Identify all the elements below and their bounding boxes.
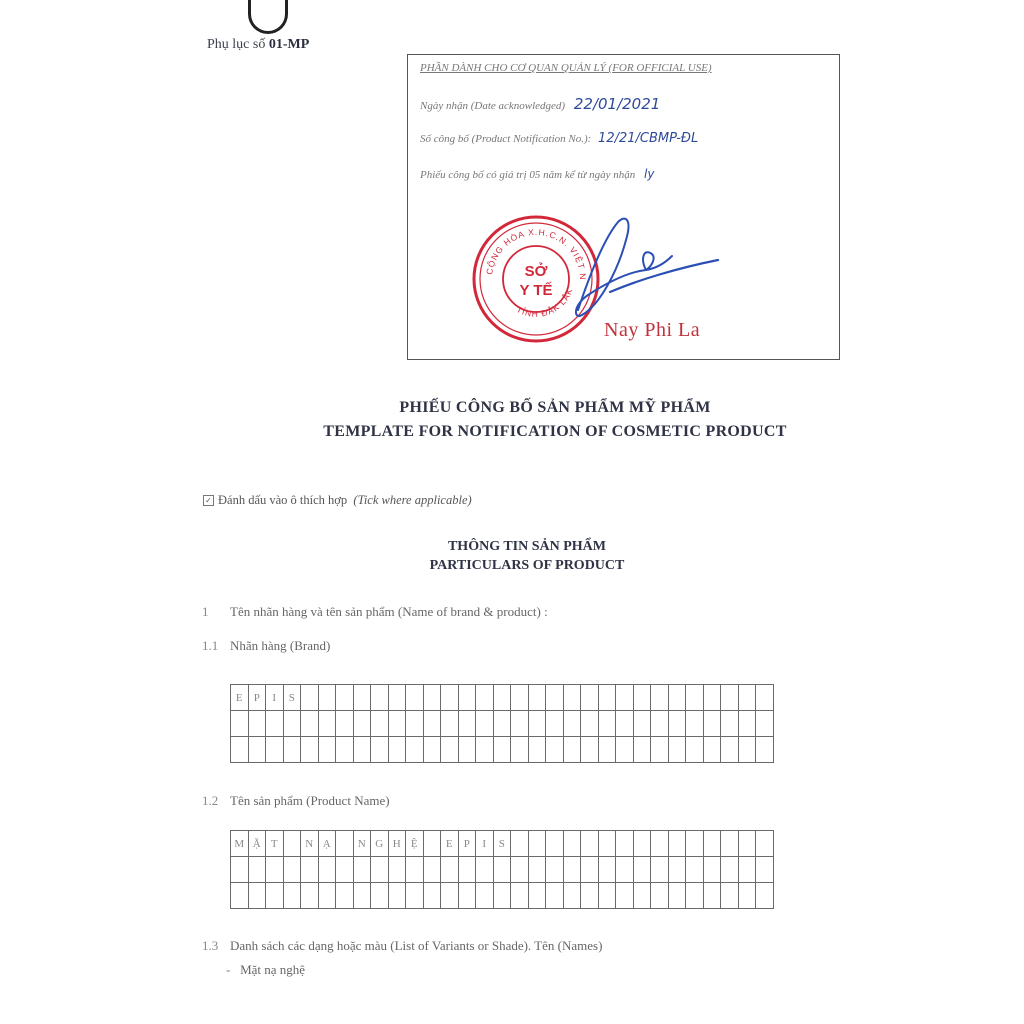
question-1-2-number: 1.2 xyxy=(202,793,219,808)
grid-cell xyxy=(703,685,721,711)
grid-cell xyxy=(528,857,546,883)
grid-cell xyxy=(493,711,511,737)
grid-cell xyxy=(476,711,494,737)
tick-instruction-en: (Tick where applicable) xyxy=(353,493,472,507)
grid-cell: M xyxy=(231,831,249,857)
grid-cell xyxy=(476,737,494,763)
grid-cell xyxy=(598,831,616,857)
question-1 xyxy=(202,604,548,620)
question-1-2 xyxy=(202,793,390,809)
grid-cell xyxy=(633,831,651,857)
grid-cell xyxy=(511,831,529,857)
grid-row xyxy=(231,857,774,883)
grid-cell: Ạ xyxy=(318,831,336,857)
appendix-code: 01-MP xyxy=(268,37,310,52)
grid-cell xyxy=(441,685,459,711)
grid-cell xyxy=(738,711,756,737)
grid-cell xyxy=(283,711,301,737)
grid-cell xyxy=(738,737,756,763)
grid-cell xyxy=(703,711,721,737)
grid-cell xyxy=(318,857,336,883)
grid-cell xyxy=(283,831,301,857)
question-1-3 xyxy=(202,938,602,954)
question-1-2-text: Tên sản phẩm (Product Name) xyxy=(230,793,390,808)
grid-cell xyxy=(423,711,441,737)
grid-cell xyxy=(441,711,459,737)
grid-cell xyxy=(283,883,301,909)
grid-cell xyxy=(266,711,284,737)
grid-cell xyxy=(633,857,651,883)
grid-cell xyxy=(686,737,704,763)
grid-cell: Ệ xyxy=(406,831,424,857)
grid-cell xyxy=(528,711,546,737)
grid-cell xyxy=(336,883,354,909)
grid-cell xyxy=(668,685,686,711)
grid-cell: I xyxy=(476,831,494,857)
grid-cell xyxy=(423,857,441,883)
grid-cell xyxy=(738,831,756,857)
grid-cell xyxy=(668,857,686,883)
grid-cell: N xyxy=(301,831,319,857)
grid-cell xyxy=(581,711,599,737)
grid-cell xyxy=(528,883,546,909)
grid-cell: G xyxy=(371,831,389,857)
grid-cell xyxy=(756,685,774,711)
handwritten-signature xyxy=(548,210,728,325)
grid-cell xyxy=(318,737,336,763)
question-1-3-text: Danh sách các dạng hoặc màu (List of Variants or Shade). Tên (Names) xyxy=(230,938,603,953)
grid-cell xyxy=(581,883,599,909)
grid-cell xyxy=(598,883,616,909)
seal-line-2: Y TẾ xyxy=(519,282,553,299)
grid-cell xyxy=(353,857,371,883)
question-1-text: Tên nhãn hàng và tên sản phẩm (Name of brand & product) : xyxy=(230,604,548,619)
grid-cell xyxy=(528,737,546,763)
paper-clip xyxy=(248,0,288,34)
grid-cell xyxy=(371,737,389,763)
grid-cell xyxy=(511,711,529,737)
grid-cell xyxy=(301,857,319,883)
grid-cell xyxy=(703,857,721,883)
grid-cell xyxy=(651,883,669,909)
grid-cell xyxy=(686,857,704,883)
grid-cell xyxy=(266,857,284,883)
grid-cell xyxy=(423,883,441,909)
grid-cell xyxy=(353,883,371,909)
variant-item xyxy=(226,962,305,978)
tick-instruction xyxy=(203,493,472,508)
grid-cell xyxy=(633,685,651,711)
grid-cell xyxy=(563,831,581,857)
grid-cell xyxy=(721,857,739,883)
grid-cell xyxy=(406,857,424,883)
grid-row xyxy=(231,737,774,763)
grid-cell xyxy=(493,685,511,711)
date-acknowledged-row xyxy=(420,95,660,113)
grid-cell xyxy=(336,685,354,711)
grid-cell xyxy=(616,711,634,737)
grid-cell xyxy=(406,883,424,909)
grid-cell xyxy=(756,737,774,763)
grid-row xyxy=(231,831,774,857)
grid-cell xyxy=(756,883,774,909)
grid-cell xyxy=(458,857,476,883)
grid-cell xyxy=(248,883,266,909)
grid-cell xyxy=(738,685,756,711)
grid-cell xyxy=(581,685,599,711)
variant-bullet: - xyxy=(226,962,231,977)
appendix-label xyxy=(207,37,309,53)
grid-cell: P xyxy=(248,685,266,711)
grid-cell xyxy=(493,737,511,763)
grid-cell xyxy=(388,711,406,737)
section-title-english: PARTICULARS OF PRODUCT xyxy=(429,558,625,573)
grid-cell xyxy=(266,737,284,763)
grid-cell xyxy=(353,737,371,763)
date-acknowledged-label: Ngày nhận (Date acknowledged) xyxy=(420,100,566,112)
grid-cell xyxy=(248,711,266,737)
grid-cell xyxy=(546,711,564,737)
grid-cell xyxy=(423,685,441,711)
grid-cell xyxy=(248,737,266,763)
grid-cell xyxy=(721,711,739,737)
grid-cell xyxy=(598,711,616,737)
grid-cell xyxy=(598,737,616,763)
grid-cell xyxy=(388,857,406,883)
grid-cell xyxy=(668,737,686,763)
grid-cell xyxy=(406,711,424,737)
grid-cell xyxy=(458,711,476,737)
grid-cell xyxy=(511,685,529,711)
grid-cell xyxy=(721,883,739,909)
grid-cell xyxy=(563,883,581,909)
grid-cell: S xyxy=(283,685,301,711)
date-acknowledged-value: 22/01/2021 xyxy=(573,95,661,113)
grid-cell: S xyxy=(493,831,511,857)
grid-cell xyxy=(756,857,774,883)
grid-cell xyxy=(546,831,564,857)
question-1-1-text: Nhãn hàng (Brand) xyxy=(230,638,331,653)
validity-row xyxy=(420,167,654,181)
grid-cell xyxy=(336,711,354,737)
grid-cell xyxy=(371,711,389,737)
grid-cell: E xyxy=(441,831,459,857)
grid-cell xyxy=(406,685,424,711)
grid-cell xyxy=(668,831,686,857)
grid-cell xyxy=(441,857,459,883)
validity-label: Phiếu công bố có giá trị 05 năm kể từ ngày nhận xyxy=(420,169,636,181)
section-title-vietnamese: THÔNG TIN SẢN PHẨM xyxy=(447,539,607,554)
grid-cell xyxy=(581,857,599,883)
grid-cell xyxy=(388,685,406,711)
grid-cell xyxy=(616,883,634,909)
grid-cell xyxy=(493,857,511,883)
grid-cell xyxy=(756,711,774,737)
grid-cell xyxy=(651,831,669,857)
form-title-vietnamese: PHIẾU CÔNG BỐ SẢN PHẨM MỸ PHẨM xyxy=(399,399,711,416)
grid-cell xyxy=(231,883,249,909)
grid-cell xyxy=(476,685,494,711)
grid-cell xyxy=(353,711,371,737)
grid-cell xyxy=(528,831,546,857)
grid-cell xyxy=(336,857,354,883)
grid-cell: N xyxy=(353,831,371,857)
checked-box-icon: ✓ xyxy=(203,495,214,506)
grid-cell xyxy=(721,685,739,711)
grid-row xyxy=(231,883,774,909)
grid-cell xyxy=(441,883,459,909)
grid-cell xyxy=(476,857,494,883)
grid-row xyxy=(231,685,774,711)
grid-cell: E xyxy=(231,685,249,711)
grid-row xyxy=(231,711,774,737)
seal-outer-text: CỘNG HÒA X.H.C.N. VIỆT N xyxy=(484,226,589,281)
official-use-header: PHẦN DÀNH CHO CƠ QUAN QUẢN LÝ (FOR OFFICIAL USE) xyxy=(420,62,712,74)
grid-cell xyxy=(318,685,336,711)
grid-cell xyxy=(458,685,476,711)
grid-cell: Ặ xyxy=(248,831,266,857)
grid-cell xyxy=(616,857,634,883)
product-name-letter-grid xyxy=(230,830,774,909)
grid-cell xyxy=(371,883,389,909)
grid-cell xyxy=(336,831,354,857)
grid-cell xyxy=(546,737,564,763)
grid-cell xyxy=(423,831,441,857)
grid-cell xyxy=(616,831,634,857)
grid-cell xyxy=(423,737,441,763)
grid-cell xyxy=(633,883,651,909)
question-1-1 xyxy=(202,638,330,654)
grid-cell xyxy=(703,737,721,763)
grid-cell xyxy=(493,883,511,909)
grid-cell xyxy=(511,883,529,909)
grid-cell xyxy=(458,883,476,909)
grid-cell xyxy=(476,883,494,909)
grid-cell xyxy=(563,737,581,763)
grid-cell xyxy=(458,737,476,763)
validity-mark: ly xyxy=(644,167,655,181)
question-1-3-number: 1.3 xyxy=(202,938,219,953)
grid-cell xyxy=(301,685,319,711)
grid-cell xyxy=(721,831,739,857)
grid-cell xyxy=(703,831,721,857)
grid-cell xyxy=(406,737,424,763)
grid-cell xyxy=(231,737,249,763)
grid-cell xyxy=(388,883,406,909)
grid-cell xyxy=(318,883,336,909)
grid-cell xyxy=(336,737,354,763)
notification-number-label: Số công bố (Product Notification No.): xyxy=(420,133,592,145)
grid-cell xyxy=(511,737,529,763)
grid-cell xyxy=(686,711,704,737)
official-use-box xyxy=(407,54,840,360)
grid-cell xyxy=(563,857,581,883)
grid-cell xyxy=(581,831,599,857)
grid-cell xyxy=(686,883,704,909)
grid-cell xyxy=(616,737,634,763)
grid-cell xyxy=(283,857,301,883)
grid-cell: I xyxy=(266,685,284,711)
grid-cell xyxy=(686,831,704,857)
tick-instruction-vn: Đánh dấu vào ô thích hợp xyxy=(218,493,348,507)
question-1-1-number: 1.1 xyxy=(202,638,219,653)
seal-bottom-text: TỈNH ĐẮK LẮK xyxy=(514,286,575,319)
grid-cell xyxy=(651,711,669,737)
grid-cell xyxy=(546,857,564,883)
grid-cell xyxy=(651,737,669,763)
grid-cell xyxy=(248,857,266,883)
notification-number-row xyxy=(420,131,698,146)
variant-name: Mặt nạ nghệ xyxy=(240,962,306,977)
grid-cell xyxy=(301,737,319,763)
grid-cell xyxy=(738,857,756,883)
grid-cell xyxy=(633,711,651,737)
grid-cell xyxy=(441,737,459,763)
appendix-prefix: Phụ lục số xyxy=(207,37,269,52)
grid-cell xyxy=(266,883,284,909)
grid-cell xyxy=(528,685,546,711)
grid-cell xyxy=(633,737,651,763)
grid-cell xyxy=(371,685,389,711)
grid-cell xyxy=(651,685,669,711)
grid-cell xyxy=(301,711,319,737)
grid-cell xyxy=(651,857,669,883)
grid-cell xyxy=(686,685,704,711)
signer-name: Nay Phi La xyxy=(604,319,701,341)
grid-cell xyxy=(546,883,564,909)
grid-cell xyxy=(318,711,336,737)
grid-cell xyxy=(563,685,581,711)
notification-number-value: 12/21/CBMP-ĐL xyxy=(598,131,699,146)
grid-cell xyxy=(353,685,371,711)
grid-cell xyxy=(738,883,756,909)
form-title-english: TEMPLATE FOR NOTIFICATION OF COSMETIC PRODUCT xyxy=(323,423,787,440)
grid-cell xyxy=(756,831,774,857)
seal-line-1: SỞ xyxy=(524,263,548,280)
grid-cell xyxy=(668,711,686,737)
grid-cell xyxy=(563,711,581,737)
grid-cell: T xyxy=(266,831,284,857)
grid-cell xyxy=(721,737,739,763)
grid-cell xyxy=(231,711,249,737)
grid-cell: H xyxy=(388,831,406,857)
grid-cell xyxy=(371,857,389,883)
grid-cell xyxy=(598,857,616,883)
grid-cell xyxy=(581,737,599,763)
grid-cell xyxy=(703,883,721,909)
grid-cell xyxy=(668,883,686,909)
grid-cell xyxy=(301,883,319,909)
grid-cell: P xyxy=(458,831,476,857)
grid-cell xyxy=(616,685,634,711)
grid-cell xyxy=(231,857,249,883)
grid-cell xyxy=(546,685,564,711)
grid-cell xyxy=(283,737,301,763)
brand-letter-grid xyxy=(230,684,774,763)
grid-cell xyxy=(388,737,406,763)
question-1-number: 1 xyxy=(202,604,209,619)
grid-cell xyxy=(598,685,616,711)
grid-cell xyxy=(511,857,529,883)
